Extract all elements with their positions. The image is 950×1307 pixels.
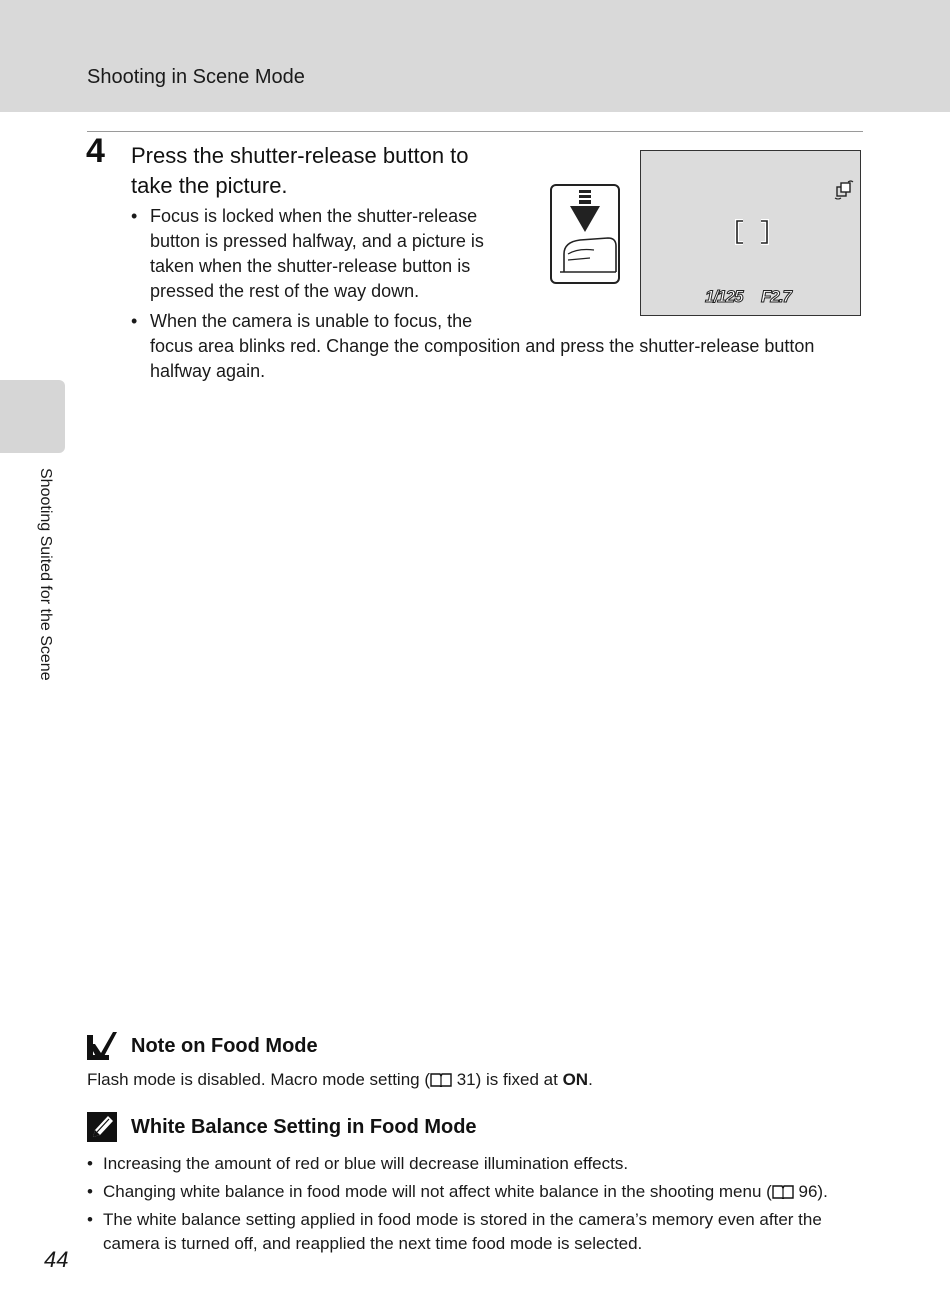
focus-area-brackets <box>735 219 769 245</box>
step-number: 4 <box>86 132 105 170</box>
page-header <box>0 0 950 112</box>
side-tab-label: Shooting Suited for the Scene <box>37 468 54 681</box>
header-title: Shooting in Scene Mode <box>87 66 305 88</box>
bullet-dot: • <box>131 206 138 226</box>
check-mark-icon <box>87 1031 117 1061</box>
book-reference-icon <box>772 1184 794 1199</box>
note-title: Note on Food Mode <box>131 1035 318 1057</box>
page-number: 44 <box>44 1247 69 1272</box>
bullet-dot: • <box>131 311 138 331</box>
camera-monitor-illustration <box>640 150 861 316</box>
book-reference-icon <box>430 1072 452 1087</box>
step-title-line: Press the shutter-release button to <box>131 143 469 168</box>
note-body: Flash mode is disabled. Macro mode setting ( 31) is fixed at ON. <box>87 1070 593 1089</box>
side-tab <box>0 380 65 453</box>
step-title <box>131 141 531 201</box>
shutter-speed-readout: 1/125 <box>705 287 743 306</box>
pencil-note-icon <box>87 1112 117 1142</box>
shutter-press-icon <box>550 184 620 284</box>
aperture-readout: F2.7 <box>761 287 792 306</box>
wb-title: White Balance Setting in Food Mode <box>131 1116 477 1138</box>
vibration-reduction-icon <box>834 179 854 201</box>
section-divider <box>87 131 863 132</box>
step-title-line: take the picture. <box>131 173 288 198</box>
